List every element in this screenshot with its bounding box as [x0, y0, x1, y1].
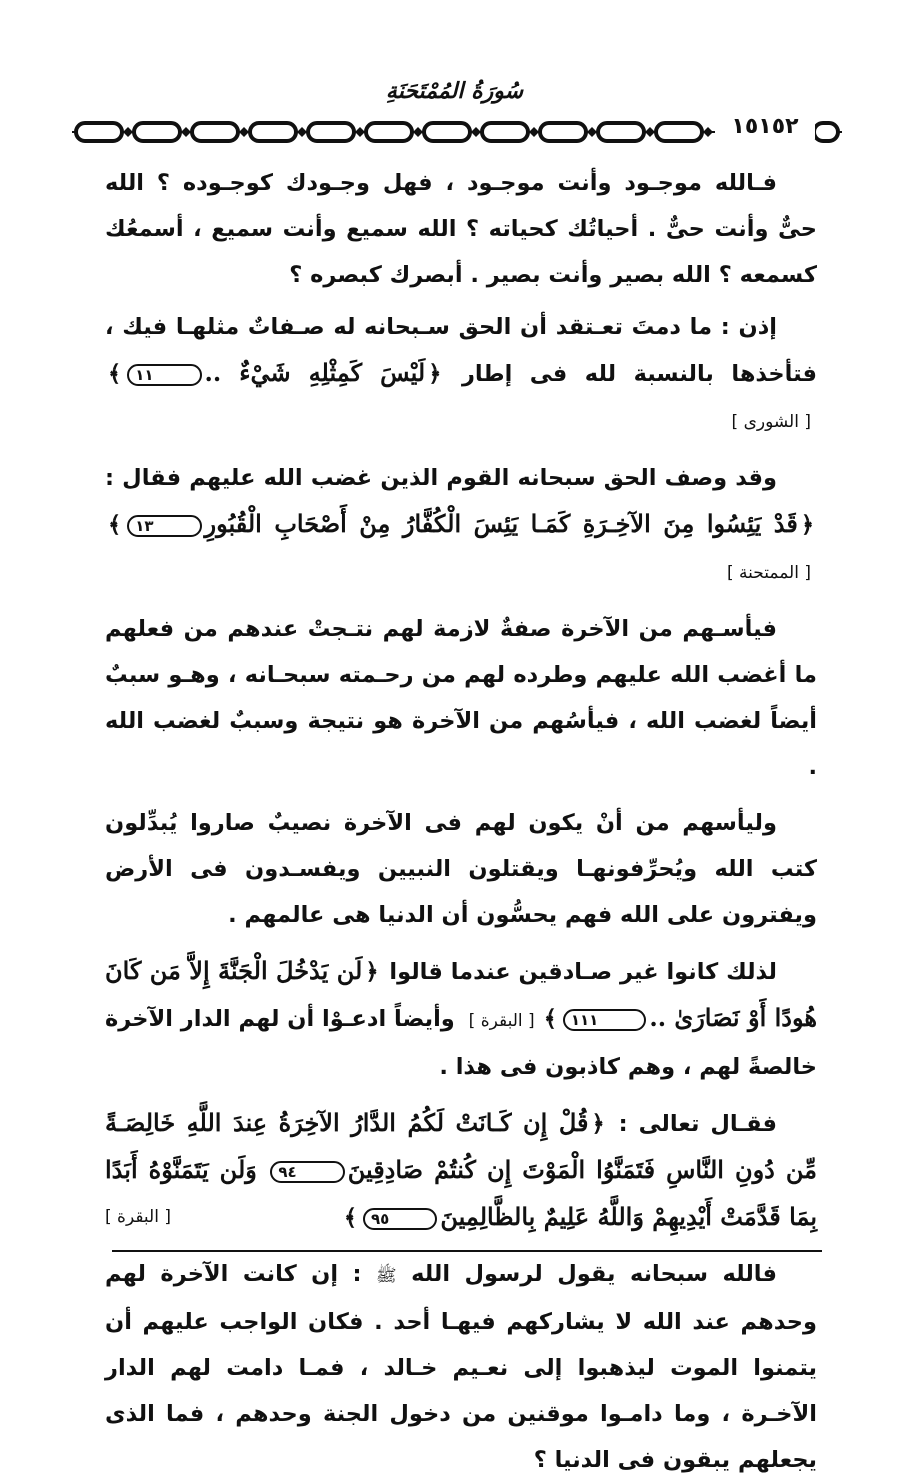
ornament-diamond-icon — [703, 127, 713, 137]
ornament-link-icon — [424, 123, 470, 141]
ornament-link-icon — [308, 123, 354, 141]
ornament-link-icon — [76, 123, 122, 141]
ornament-diamond-icon — [587, 127, 597, 137]
paragraph-8-continuation: : إن كانت الآخرة لهم وحدهم عند الله لا يشاركهم فيهـا أحد . فكان الواجب عليهم أن يتمنوا الموت ليذهبوا إلى نعـيم خـالد ، فمـا دامت لهم الدار الآخـرة ، وما دامـوا موقنين من دخول الجنة وحدهم ، فما الذى يجعلهم يبقون فى الدنيا ؟ — [105, 1261, 817, 1473]
quran-verse: لَن يَدْخُلَ الْجَنَّةَ إِلاَّ مَن كَانَ هُودًا أَوْ نَصَارَىٰ .. — [105, 956, 818, 1032]
bottom-rule — [112, 1250, 822, 1252]
paragraph-7 — [105, 1100, 817, 1241]
pbuh-ligature: ﷺ — [376, 1266, 397, 1286]
paragraph-3-text: وقد وصف الحق سبحانه القوم الذين غضب الله عليهم فقال : — [105, 465, 777, 491]
ornament-link-icon — [656, 123, 702, 141]
ornament-link-icon — [192, 123, 238, 141]
verse-source: [ البقرة ] — [105, 1207, 171, 1227]
brace-open: ﴿ — [591, 1111, 605, 1137]
ornament-diamond-icon — [239, 127, 249, 137]
paragraph-2-text: إذن : ما دمتَ تعـتقد أن الحق سـبحانه له صـفاتٌ مثلهـا فيك ، فتأخذها بالنسبة لله فى إطار — [105, 314, 818, 387]
quran-verse: قُلْ إِن كَـانَتْ لَكُمُ الدَّارُ الآخِرَةُ عِندَ اللَّهِ خَالِصَـةً مِّن دُونِ النَّاسِ فَتَمَنَّوُا الْمَوْتَ إِن كُنتُمْ صَادِقِينَ — [105, 1108, 818, 1184]
ornament-diamond-icon — [181, 127, 191, 137]
quran-verse: لَيْسَ كَمِثْلِهِ شَيْءٌ .. — [204, 358, 426, 387]
ornament-diamond-icon — [355, 127, 365, 137]
ornament-link-icon — [250, 123, 296, 141]
quran-verse: قَدْ يَئِسُوا مِنَ الآخِـرَةِ كَمَـا يَئِسَ الْكُفَّارُ مِنْ أَصْحَابِ الْقُبُورِ — [204, 509, 798, 538]
paragraph-2 — [105, 304, 817, 445]
ayah-number-2: ٩٥ — [363, 1208, 437, 1230]
paragraph-7-text: فقـال تعالى : — [618, 1111, 777, 1137]
paragraph-8-text: فالله سبحانه يقول لرسول الله — [411, 1261, 777, 1287]
ornament-cap-icon — [814, 123, 838, 141]
ornament-diamond-icon — [413, 127, 423, 137]
ornament-diamond-icon — [297, 127, 307, 137]
brace-open: ﴿ — [800, 512, 814, 538]
ayah-number: ١١ — [127, 364, 201, 386]
ayah-number: ١٣ — [127, 515, 201, 537]
surah-title: سُورَةُ المُمْتَحَنَةِ — [385, 78, 524, 104]
ornament-link-icon — [598, 123, 644, 141]
brace-close: ﴾ — [343, 1205, 358, 1231]
paragraph-5: وليأسهم من أنْ يكون لهم فى الآخرة نصيبٌ صاروا يُبدِّلون كتب الله ويُحرِّفونهـا ويقتلون النبيين ويفسـدون فى الأرض ويفترون على الله فهم يحسُّون أن الدنيا هى عالمهم . — [105, 810, 817, 928]
ayah-number: ١١١ — [563, 1009, 646, 1031]
page-number: ١٥١٥٢ — [715, 114, 815, 139]
paragraph-1: فـالله موجـود وأنت موجـود ، فهل وجـودك كوجـوده ؟ الله حىٌّ وأنت حىٌّ . أحياتُك كحياته ؟ الله سميع وأنت سميع ، أسمعُك كسمعه ؟ الله بصير وأنت بصير . أبصرك كبصره ؟ — [105, 170, 817, 288]
ornament-link-icon — [540, 123, 586, 141]
brace-open: ﴿ — [365, 959, 379, 985]
ornament-link-icon — [482, 123, 528, 141]
quran-verse-2: وَلَن يَتَمَنَّوْهُ أَبَدًا بِمَا قَدَّمَتْ أَيْدِيهِمْ وَاللَّهُ عَلِيمٌ بِالظَّالِمِينَ — [105, 1155, 817, 1231]
ornament-link-icon — [366, 123, 412, 141]
paragraph-4: فيأسـهم من الآخرة صفةٌ لازمة لهم نتـجتْ عندهم من فعلهم ما أغضب الله عليهم وطرده لهم من رحـمته سبحـانه ، وهـو سببٌ أيضاً لغضب الله ، فيأسُهم من الآخرة هو نتيجة وسببٌ لغضب الله . — [105, 616, 817, 780]
paragraph-6-continuation: وأيضاً ادعـوْا أن لهم الدار الآخرة خالصةً لهم ، وهم كاذبون فى هذا . — [105, 1006, 817, 1080]
brace-close: ﴾ — [108, 512, 122, 538]
body-text — [105, 160, 817, 1483]
paragraph-8 — [105, 1251, 817, 1483]
verse-source: [ البقرة ] — [468, 1011, 535, 1031]
ornament-link-icon — [134, 123, 180, 141]
brace-close: ﴾ — [108, 361, 122, 387]
ornament-diamond-icon — [645, 127, 655, 137]
verse-source: [ الشورى ] — [731, 412, 811, 432]
verse-source: [ الممتحنة ] — [727, 563, 811, 583]
paragraph-6 — [105, 948, 817, 1090]
ornament-diamond-icon — [123, 127, 133, 137]
ornament-diamond-icon — [471, 127, 481, 137]
ornament-diamond-icon — [529, 127, 539, 137]
paragraph-3 — [105, 455, 817, 596]
brace-open: ﴿ — [428, 361, 442, 387]
ayah-number: ٩٤ — [270, 1161, 344, 1183]
brace-close: ﴾ — [543, 1006, 557, 1032]
paragraph-6-text: لذلك كانوا غير صـادقين عندما قالوا — [389, 959, 777, 985]
